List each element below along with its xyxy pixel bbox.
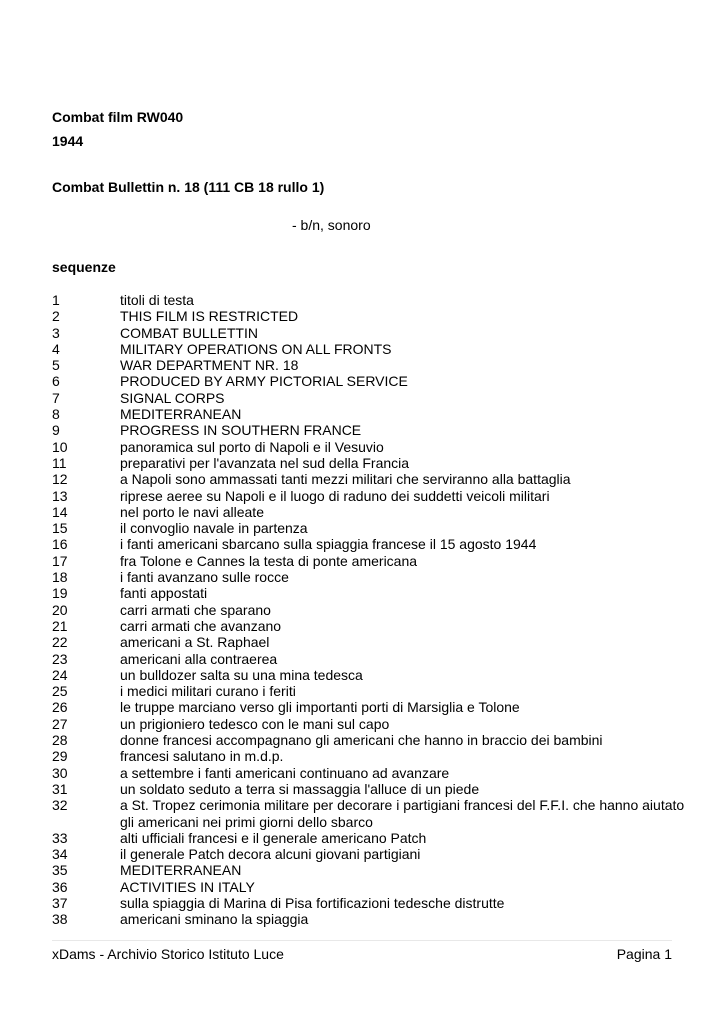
sequence-description: PROGRESS IN SOUTHERN FRANCE bbox=[120, 422, 362, 439]
footer-source: xDams - Archivio Storico Istituto Luce bbox=[52, 946, 284, 962]
sequence-number: 24 bbox=[52, 666, 68, 683]
sequence-item bbox=[52, 634, 692, 650]
sequence-number: 20 bbox=[52, 601, 68, 618]
sequence-description: titoli di testa bbox=[120, 292, 194, 308]
sequence-description: fanti appostati bbox=[120, 585, 208, 602]
film-title: Combat film RW040 bbox=[52, 109, 184, 125]
sequence-number: 10 bbox=[52, 438, 68, 455]
sequence-number: 2 bbox=[52, 308, 60, 325]
sequence-item bbox=[52, 716, 692, 732]
sequence-description: preparativi per l'avanzata nel sud della Francia bbox=[120, 454, 410, 471]
sequence-item bbox=[52, 748, 692, 764]
sequence-number: 15 bbox=[52, 520, 68, 537]
sequence-description: MILITARY OPERATIONS ON ALL FRONTS bbox=[120, 340, 392, 357]
sequence-item bbox=[52, 683, 692, 699]
sequence-number: 35 bbox=[52, 862, 68, 879]
sequence-item bbox=[52, 602, 692, 618]
sequence-description: a St. Tropez cerimonia militare per decorare i partigiani francesi del F.F.I. che hanno aiutato gli americani nei primi giorni dello sbarco bbox=[120, 797, 685, 830]
sequence-number: 12 bbox=[52, 471, 68, 488]
footer-page-number: Pagina 1 bbox=[616, 946, 672, 962]
sequence-description: carri armati che sparano bbox=[120, 601, 271, 618]
sequence-number: 18 bbox=[52, 569, 68, 586]
sequence-number: 17 bbox=[52, 552, 68, 569]
sequence-item bbox=[52, 732, 692, 748]
sequence-description: ACTIVITIES IN ITALY bbox=[120, 878, 255, 895]
sequence-number: 31 bbox=[52, 780, 68, 797]
sequence-description: COMBAT BULLETTIN bbox=[120, 324, 258, 341]
sequence-number: 23 bbox=[52, 650, 68, 667]
sequence-item bbox=[52, 455, 692, 471]
sequence-item bbox=[52, 911, 692, 927]
sequence-number: 29 bbox=[52, 748, 68, 765]
sequence-item bbox=[52, 895, 692, 911]
sequence-description: i medici militari curano i feriti bbox=[120, 683, 296, 700]
sequence-item bbox=[52, 699, 692, 715]
sequence-item bbox=[52, 830, 692, 846]
sequence-number: 19 bbox=[52, 585, 68, 602]
sequence-number: 36 bbox=[52, 878, 68, 895]
sequence-number: 8 bbox=[52, 406, 60, 423]
sequence-description: americani alla contraerea bbox=[120, 650, 278, 667]
sequence-item bbox=[52, 341, 692, 357]
sequence-number: 38 bbox=[52, 911, 68, 928]
sequence-number: 32 bbox=[52, 797, 68, 814]
footer-divider bbox=[52, 940, 672, 941]
sequence-number: 14 bbox=[52, 503, 68, 520]
sequence-item bbox=[52, 390, 692, 406]
sequences-heading: sequenze bbox=[52, 259, 116, 275]
sequence-item bbox=[52, 536, 692, 552]
sequence-number: 7 bbox=[52, 389, 60, 406]
sequence-description: a settembre i fanti americani continuano ad avanzare bbox=[120, 764, 450, 781]
sequence-item bbox=[52, 585, 692, 601]
sequence-number: 34 bbox=[52, 846, 68, 863]
sequence-item bbox=[52, 373, 692, 389]
sequence-number: 33 bbox=[52, 829, 68, 846]
sequence-description: un prigioniero tedesco con le mani sul capo bbox=[120, 715, 390, 732]
sequence-number: 28 bbox=[52, 732, 68, 749]
sequence-description: WAR DEPARTMENT NR. 18 bbox=[120, 357, 299, 374]
sequence-number: 4 bbox=[52, 340, 60, 357]
sequence-item bbox=[52, 781, 692, 797]
format-note: - b/n, sonoro bbox=[292, 217, 371, 233]
sequence-item bbox=[52, 488, 692, 504]
sequence-item bbox=[52, 292, 692, 308]
sequence-list bbox=[52, 292, 692, 928]
sequence-number: 13 bbox=[52, 487, 68, 504]
sequence-item bbox=[52, 797, 692, 830]
sequence-description: a Napoli sono ammassati tanti mezzi militari che serviranno alla battaglia bbox=[120, 471, 571, 488]
sequence-number: 21 bbox=[52, 617, 68, 634]
sequence-item bbox=[52, 618, 692, 634]
sequence-description: THIS FILM IS RESTRICTED bbox=[120, 308, 299, 325]
sequence-description: il generale Patch decora alcuni giovani partigiani bbox=[120, 846, 421, 863]
sequence-description: nel porto le navi alleate bbox=[120, 503, 264, 520]
sequence-item bbox=[52, 357, 692, 373]
bulletin-title: Combat Bullettin n. 18 (111 CB 18 rullo 1) bbox=[52, 179, 325, 195]
sequence-number: 27 bbox=[52, 715, 68, 732]
sequence-number: 5 bbox=[52, 357, 60, 374]
sequence-description: carri armati che avanzano bbox=[120, 617, 282, 634]
sequence-description: un soldato seduto a terra si massaggia l'alluce di un piede bbox=[120, 780, 480, 797]
sequence-description: donne francesi accompagnano gli americani che hanno in braccio dei bambini bbox=[120, 732, 603, 749]
sequence-description: panoramica sul porto di Napoli e il Vesuvio bbox=[120, 438, 384, 455]
sequence-item bbox=[52, 651, 692, 667]
sequence-item bbox=[52, 569, 692, 585]
sequence-item bbox=[52, 308, 692, 324]
sequence-description: il convoglio navale in partenza bbox=[120, 520, 308, 537]
sequence-description: i fanti americani sbarcano sulla spiaggia francese il 15 agosto 1944 bbox=[120, 536, 537, 553]
sequence-description: riprese aeree su Napoli e il luogo di raduno dei suddetti veicoli militari bbox=[120, 487, 550, 504]
sequence-item bbox=[52, 422, 692, 438]
sequence-item bbox=[52, 439, 692, 455]
sequence-description: le truppe marciano verso gli importanti porti di Marsiglia e Tolone bbox=[120, 699, 520, 716]
sequence-number: 16 bbox=[52, 536, 68, 553]
sequence-description: fra Tolone e Cannes la testa di ponte americana bbox=[120, 552, 418, 569]
sequence-description: sulla spiaggia di Marina di Pisa fortificazioni tedesche distrutte bbox=[120, 894, 505, 911]
sequence-number: 26 bbox=[52, 699, 68, 716]
sequence-description: MEDITERRANEAN bbox=[120, 862, 242, 879]
sequence-item bbox=[52, 879, 692, 895]
sequence-item bbox=[52, 325, 692, 341]
sequence-description: MEDITERRANEAN bbox=[120, 406, 242, 423]
sequence-description: i fanti avanzano sulle rocce bbox=[120, 569, 289, 586]
sequence-description: alti ufficiali francesi e il generale americano Patch bbox=[120, 829, 427, 846]
sequence-item bbox=[52, 667, 692, 683]
film-year: 1944 bbox=[52, 133, 84, 149]
sequence-number: 6 bbox=[52, 373, 60, 390]
sequence-number: 25 bbox=[52, 683, 68, 700]
sequence-number: 11 bbox=[52, 454, 67, 471]
sequence-description: SIGNAL CORPS bbox=[120, 389, 225, 406]
sequence-number: 1 bbox=[52, 292, 60, 308]
sequence-description: PRODUCED BY ARMY PICTORIAL SERVICE bbox=[120, 373, 408, 390]
sequence-description: americani a St. Raphael bbox=[120, 634, 270, 651]
sequence-number: 37 bbox=[52, 894, 68, 911]
sequence-item bbox=[52, 553, 692, 569]
sequence-item bbox=[52, 520, 692, 536]
sequence-item bbox=[52, 846, 692, 862]
sequence-item bbox=[52, 765, 692, 781]
sequence-description: americani sminano la spiaggia bbox=[120, 911, 309, 928]
sequence-description: francesi salutano in m.d.p. bbox=[120, 748, 284, 765]
sequence-number: 9 bbox=[52, 422, 60, 439]
sequence-item bbox=[52, 504, 692, 520]
sequence-item bbox=[52, 471, 692, 487]
sequence-number: 22 bbox=[52, 634, 68, 651]
sequence-item bbox=[52, 862, 692, 878]
sequence-item bbox=[52, 406, 692, 422]
sequence-number: 3 bbox=[52, 324, 60, 341]
sequence-description: un bulldozer salta su una mina tedesca bbox=[120, 666, 363, 683]
sequence-number: 30 bbox=[52, 764, 68, 781]
